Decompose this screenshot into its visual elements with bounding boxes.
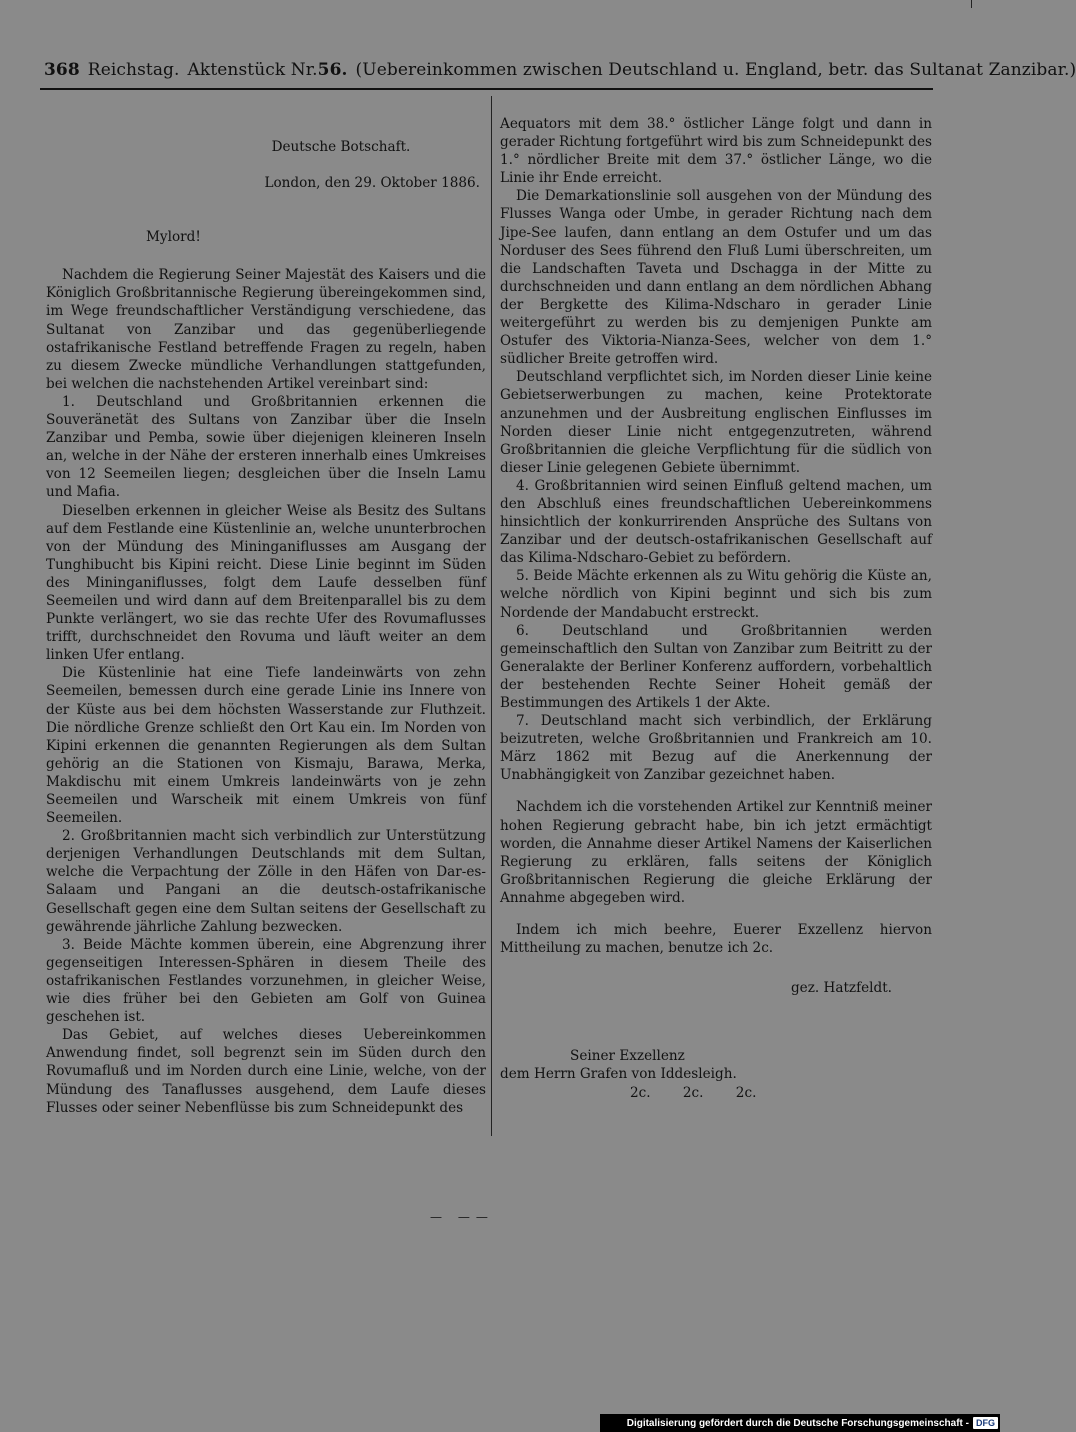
paragraph: 3. Beide Mächte kommen überein, eine Abgrenzung ihrer gegenseitigen Interessen-Sphären in diesem Theile des ostafrikanischen Festlandes vorzunehmen, in gleicher Weise, wie dies früher bei den Gebieten am Golf von Guinea geschehen ist. — [46, 936, 486, 1026]
act-number: 56. — [317, 60, 348, 80]
paragraph: 6. Deutschland und Großbritannien werden gemeinschaftlich den Sultan von Zanzibar zum Beitritt zu der Generalakte der Berliner Konferenz auffordern, vorbehaltlich der bestehenden Rechte Seiner Hoheit gemäß der Bestimmungen des Artikels 1 der Akte. — [500, 622, 932, 711]
paragraph: Die Demarkationslinie soll ausgehen von der Mündung des Flusses Wanga oder Umbe, in gerader Richtung nach dem Jipe-See laufen, dann entlang an dem Ostufer und um das Norduser des Sees führend den Fluß Lumi überschreiten, um die Landschaften Taveta und Dschagga in der Mitte zu durchschneiden und dann entlang an dem nördlichen Abhang der Bergkette des Kilima-Ndscharo in gerader Linie weitergeführt zu werden bis zu demjenigen Punkte am Ostufer des Viktoria-Nianza-Sees, welcher von dem 1.° südlicher Breite getroffen wird. — [500, 188, 932, 368]
paragraph: Nachdem die Regierung Seiner Majestät des Kaisers und die Königlich Großbritannische Regierung übereingekommen sind, im Wege freundschaftlicher Verständigung verschiedene, das Sultanat von Zanzibar und das gegenüberliegende ostafrikanische Festland betreffende Fragen zu regeln, haben zu diesem Zwecke mündliche Verhandlungen stattgefunden, bei welchen die nachstehenden Artikel vereinbart sind: — [46, 267, 486, 392]
addressee-line: Seiner Exzellenz — [570, 1048, 685, 1065]
page-header — [44, 60, 1076, 80]
header-rule — [40, 88, 933, 90]
page-end-ornament: — —— — [430, 1210, 494, 1224]
paragraph: 5. Beide Mächte erkennen als zu Witu gehörig die Küste an, welche nördlich von Kipini beginnt und sich bis zum Nordende der Mandabucht erstreckt. — [500, 568, 932, 621]
paragraph: Dieselben erkennen in gleicher Weise als Besitz des Sultans auf dem Festlande eine Küstenlinie an, welche ununterbrochen von der Mündung des Mininganiflusses am Ausgang der Tunghibucht bis Kipini reicht. Diese Linie beginnt im Süden des Mininganiflusses, folgt dem Laufe desselben fünf Seemeilen und wird dann auf dem Breitenparallel bis zu dem Punkte verlängert, wo sie das rechte Ufer des Rovumaflusses trifft, durchschneidet den Rovuma und läuft weiter an dem linken Ufer entlang. — [46, 502, 486, 664]
page-number: 368 — [44, 60, 80, 80]
publication-name: Reichstag. — [87, 60, 180, 80]
paragraph: 2. Großbritannien macht sich verbindlich zur Unterstützung derjenigen Verhandlungen Deutschlands mit dem Sultan, welche die Verpachtung der Zölle in den Häfen von Dar-es-Salaam und Pangani an die deutsch-ostafrikanische Gesellschaft gegen eine dem Sultan seitens der Gesellschaft zu gewährende jährliche Zahlung bezwecken. — [46, 828, 486, 935]
closing-paragraph: Indem ich mich beehre, Euerer Exzellenz hiervon Mittheilung zu machen, benutze ich 2c. — [500, 922, 932, 957]
right-column — [500, 115, 932, 1102]
paragraph: Die Küstenlinie hat eine Tiefe landeinwärts von zehn Seemeilen, bemessen durch eine gerade Linie ins Innere von der Küste aus bei dem höchsten Wasserstande zur Fluthzeit. Die nördliche Grenze schließt den Ort Kau ein. Im Norden von Kipini erkennen die genannten Regierungen als dem Sultan gehörig an die Stationen von Kismaju, Barawa, Merka, Makdischu mit einem Umkreis landeinwärts von je zehn Seemeilen und Warscheik mit einem Umkreis von fünf Seemeilen. — [46, 665, 486, 827]
letter-dateline: London, den 29. Oktober 1886. — [264, 175, 480, 192]
left-column — [46, 98, 486, 1117]
paragraph: Das Gebiet, auf welches dieses Uebereinkommen Anwendung findet, soll begrenzt sein im Süden durch den Rovumafluß und im Norden durch eine Linie, welche, von der Mündung des Tanaflusses ausgehend, dem Laufe dieses Flusses oder seiner Nebenflüsse bis zum Schneidepunkt des — [46, 1027, 486, 1116]
credit-text: Digitalisierung gefördert durch die Deutsche Forschungsgemeinschaft - — [626, 1417, 969, 1429]
scan-corner-mark — [2, 0, 20, 8]
scan-corner-mark — [971, 0, 1000, 8]
dfg-logo: DFG — [973, 1417, 998, 1429]
paragraph: 4. Großbritannien wird seinen Einfluß geltend machen, um den Abschluß eines freundschaftlichen Uebereinkommens hinsichtlich der konkurrirenden Ansprüche des Sultans von Zanzibar und der deutsch-ostafrikanischen Gesellschaft auf das Kilima-Ndscharo-Gebiet zu befördern. — [500, 477, 932, 567]
paragraph: Aequators mit dem 38.° östlicher Länge folgt und dann in gerader Richtung fortgeführt wird bis zum Schneidepunkt des 1.° nördlicher Breite mit dem 37.° östlicher Länge, wo die Linie ihr Ende erreicht. — [500, 116, 932, 187]
paragraph: 7. Deutschland macht sich verbindlich, der Erklärung beizutreten, welche Großbritannien und Frankreich am 10. März 1862 mit Bezug auf die Anerkennung der Unabhängigkeit von Zanzibar gezeichnet haben. — [500, 713, 932, 784]
signature: gez. Hatzfeldt. — [790, 980, 892, 997]
addressee-line: dem Herrn Grafen von Iddesleigh. — [500, 1066, 737, 1083]
column-separator — [491, 96, 492, 1136]
digitization-credit — [600, 1414, 1000, 1432]
letter-salutation: Mylord! — [146, 229, 201, 246]
letter-place: Deutsche Botschaft. — [271, 139, 411, 155]
act-subject: (Uebereinkommen zwischen Deutschland u. England, betr. das Sultanat Zanzibar.) — [355, 60, 1076, 80]
addressee-etc: 2c. 2c. 2c. — [630, 1084, 757, 1101]
paragraph: Deutschland verpflichtet sich, im Norden dieser Linie keine Gebietserwerbungen zu machen, keine Protektorate anzunehmen und der Ausbreitung englischen Einflusses im Norden dieser Linie nicht entgegenzutreten, während Großbritannien die gleiche Verpflichtung für die südlich von dieser Linie gelegenen Gebiete übernimmt. — [500, 369, 932, 476]
closing-paragraph: Nachdem ich die vorstehenden Artikel zur Kenntniß meiner hohen Regierung gebracht habe, bin ich jetzt ermächtigt worden, die Annahme dieser Artikel Namens der Kaiserlichen Regierung zu erklären, falls seitens der Königlich Großbritannischen Regierung die gleiche Erklärung der Annahme abgegeben wird. — [500, 799, 932, 906]
act-label: Aktenstück Nr. — [187, 60, 318, 80]
paragraph: 1. Deutschland und Großbritannien erkennen die Souveränetät des Sultans von Zanzibar über die Inseln Zanzibar und Pemba, sowie über diejenigen kleineren Inseln an, welche in der Nähe der ersteren innerhalb eines Umkreises von 12 Seemeilen liegen; desgleichen über die Inseln Lamu und Mafia. — [46, 393, 486, 501]
